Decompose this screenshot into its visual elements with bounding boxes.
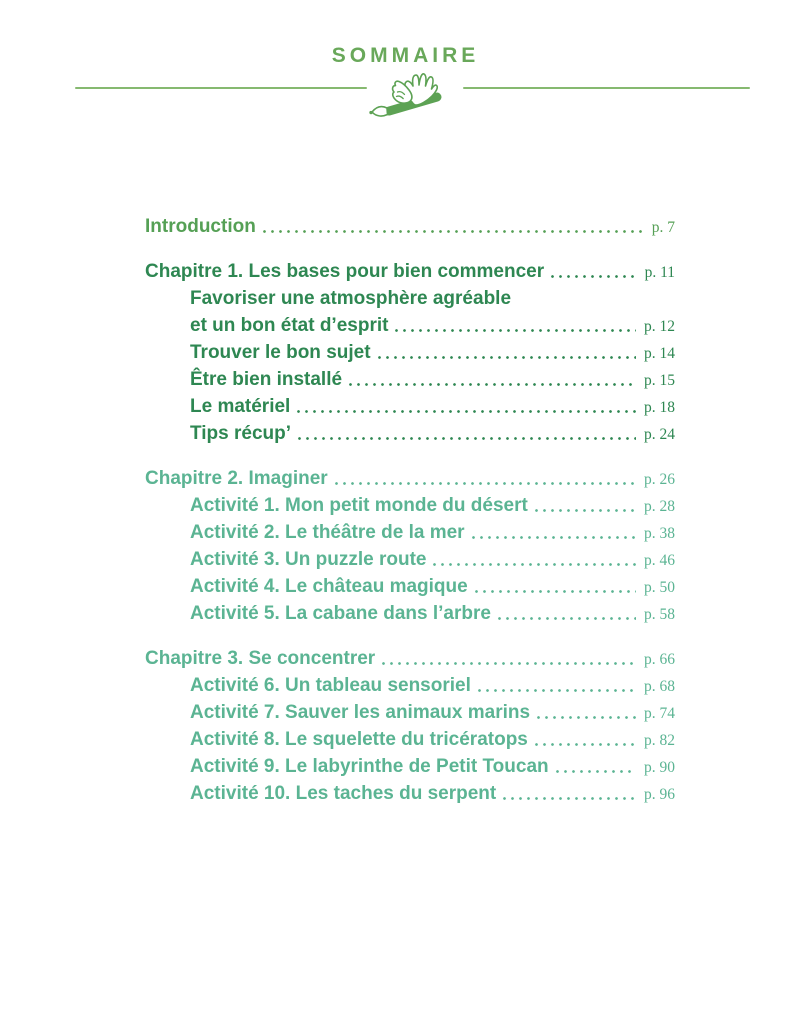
toc-page-number: p. 46: [644, 552, 675, 569]
toc-entry: [145, 213, 675, 240]
toc-entry-label: Chapitre 2. Imaginer: [145, 468, 328, 489]
dotted-leader: [297, 410, 636, 413]
toc-entry-label: Le matériel: [190, 396, 291, 417]
toc-subentry: [145, 726, 675, 753]
toc-entry-label: Être bien installé: [190, 369, 343, 390]
toc-subentry: [145, 672, 675, 699]
toc-page-number: p. 90: [644, 759, 675, 776]
toc-subentry: [145, 546, 675, 573]
toc-page-number: p. 11: [644, 264, 675, 281]
dotted-leader: [535, 743, 636, 746]
dotted-leader: [478, 689, 636, 692]
toc-page-number: p. 74: [644, 705, 675, 722]
toc-entry-label: Activité 10. Les taches du serpent: [190, 783, 497, 804]
toc-page-number: p. 28: [644, 498, 675, 515]
toc-subentry: [145, 519, 675, 546]
toc-entry-label: Chapitre 1. Les bases pour bien commencer: [145, 261, 545, 282]
toc-page-number: p. 68: [644, 678, 675, 695]
dotted-leader: [535, 509, 636, 512]
dotted-leader: [382, 662, 636, 665]
toc-subentry: [145, 393, 675, 420]
toc-page-number: p. 82: [644, 732, 675, 749]
toc-page-number: p. 12: [644, 318, 675, 335]
toc-entry-label: Activité 4. Le château magique: [190, 576, 468, 597]
toc-entry-label: Trouver le bon sujet: [190, 342, 371, 363]
toc-subentry: [145, 753, 675, 780]
dotted-leader: [556, 770, 636, 773]
toc-entry-label: Favoriser une atmosphère agréable: [190, 288, 512, 309]
toc-entry-label: Activité 3. Un puzzle route: [190, 549, 427, 570]
dotted-leader: [475, 590, 636, 593]
page-title: SOMMAIRE: [331, 44, 480, 67]
toc-entry: [145, 645, 675, 672]
toc-page-number: p. 18: [644, 399, 675, 416]
toc-subentry: [145, 573, 675, 600]
toc-entry-label: Tips récup’: [190, 423, 292, 444]
dotted-leader: [503, 797, 636, 800]
toc-entry-label: Activité 7. Sauver les animaux marins: [190, 702, 531, 723]
divider-rule-left: [75, 87, 367, 89]
dotted-leader: [263, 230, 644, 233]
toc-entry: [145, 258, 675, 285]
dotted-leader: [472, 536, 636, 539]
toc-entry-label: Activité 6. Un tableau sensoriel: [190, 675, 471, 696]
dotted-leader: [395, 329, 636, 332]
hands-holding-paintbrush-icon: [367, 67, 459, 121]
toc-subentry: [145, 600, 675, 627]
page-header: [0, 0, 811, 68]
toc-page-number: p. 58: [644, 606, 675, 623]
toc-page-number: p. 7: [651, 219, 675, 236]
toc-page-number: p. 38: [644, 525, 675, 542]
toc-page-number: p. 66: [644, 651, 675, 668]
toc-subentry: [145, 420, 675, 447]
toc-subentry: [145, 285, 675, 312]
dotted-leader: [551, 275, 636, 278]
toc-entry-label: Activité 5. La cabane dans l’arbre: [190, 603, 491, 624]
dotted-leader: [298, 437, 636, 440]
dotted-leader: [498, 617, 636, 620]
dotted-leader: [349, 383, 636, 386]
toc-entry-label: Chapitre 3. Se concentrer: [145, 648, 376, 669]
table-of-contents: [145, 213, 675, 807]
toc-entry-label: Activité 1. Mon petit monde du désert: [190, 495, 528, 516]
toc-entry-label: Introduction: [145, 216, 256, 237]
dotted-leader: [537, 716, 636, 719]
toc-subentry: [145, 312, 675, 339]
toc-page-number: p. 15: [644, 372, 675, 389]
toc-entry-label: Activité 2. Le théâtre de la mer: [190, 522, 465, 543]
toc-entry-label: et un bon état d’esprit: [190, 315, 389, 336]
toc-entry-label: Activité 9. Le labyrinthe de Petit Toucan: [190, 756, 549, 777]
toc-entry-label: Activité 8. Le squelette du tricératops: [190, 729, 528, 750]
toc-page-number: p. 24: [644, 426, 675, 443]
toc-page-number: p. 50: [644, 579, 675, 596]
toc-page-number: p. 14: [644, 345, 675, 362]
dotted-leader: [433, 563, 636, 566]
toc-subentry: [145, 699, 675, 726]
toc-subentry: [145, 339, 675, 366]
toc-subentry: [145, 780, 675, 807]
dotted-leader: [378, 356, 636, 359]
toc-subentry: [145, 366, 675, 393]
toc-entry: [145, 465, 675, 492]
toc-subentry: [145, 492, 675, 519]
divider-rule-right: [463, 87, 751, 89]
toc-page-number: p. 26: [644, 471, 675, 488]
toc-page-number: p. 96: [644, 786, 675, 803]
dotted-leader: [335, 482, 636, 485]
